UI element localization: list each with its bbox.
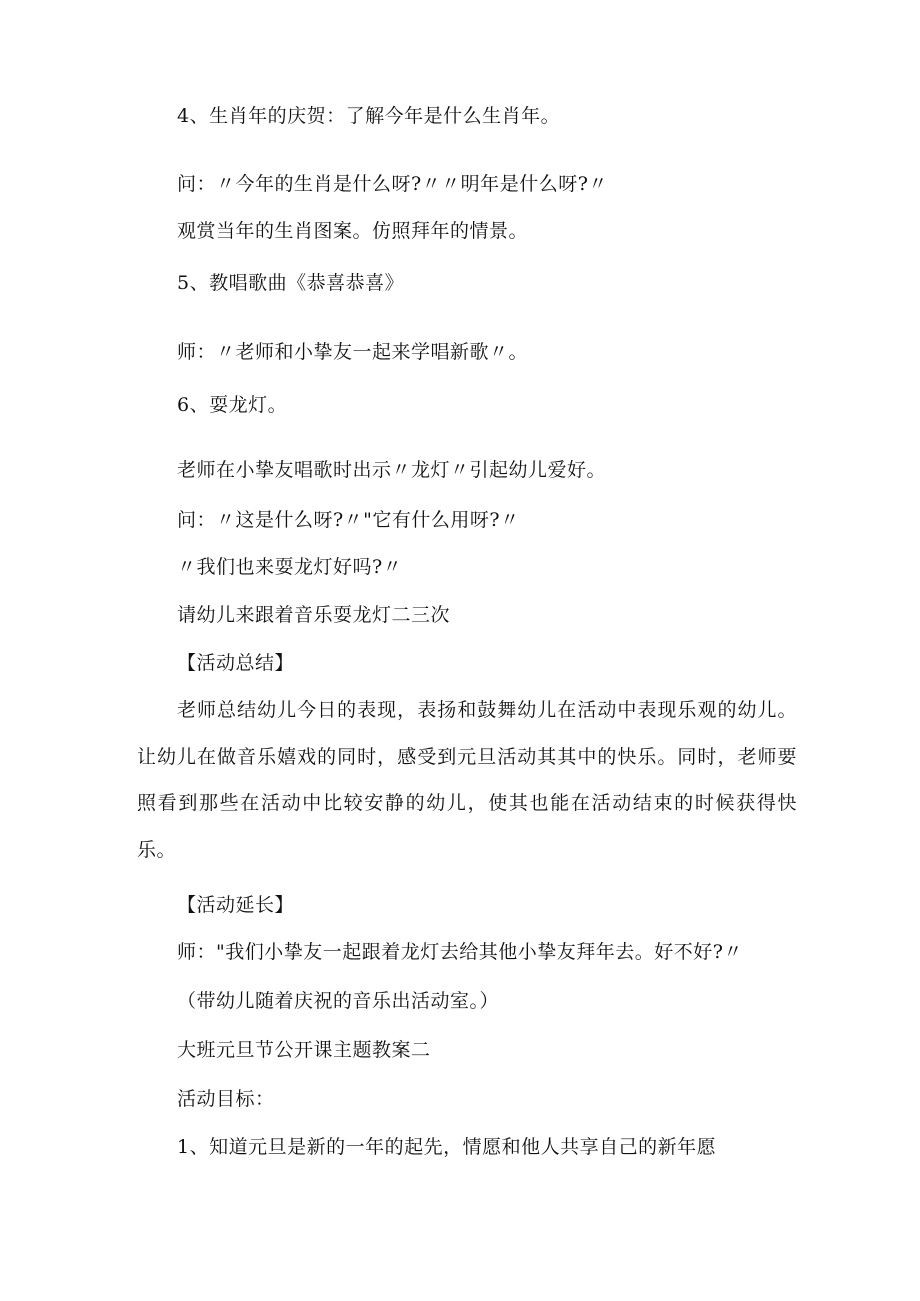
activity-goals-heading: 活动目标： bbox=[177, 1088, 275, 1110]
question-lantern: 问：〃这是什么呀?〃"它有什么用呀?〃 bbox=[177, 509, 520, 531]
step-6-heading: 6、耍龙灯。 bbox=[177, 394, 288, 416]
section-summary-heading: 【活动总结】 bbox=[177, 652, 295, 674]
lesson-plan-two-title: 大班元旦节公开课主题教案二 bbox=[177, 1039, 431, 1061]
goal-1: 1、知道元旦是新的一年的起先，情愿和他人共享自己的新年愿 bbox=[177, 1136, 717, 1158]
view-zodiac-pattern: 观赏当年的生肖图案。仿照拜年的情景。 bbox=[177, 220, 529, 242]
summary-paragraph: 老师总结幼儿今日的表现，表扬和鼓舞幼儿在活动中表现乐观的幼儿。让幼儿在做音乐嬉戏的同时，感受到元旦活动其其中的快乐。同时，老师要照看到那些在活动中比较安静的幼儿，使其也能在活动结束的时候获得快乐。 bbox=[137, 699, 797, 861]
dragon-lantern-intro: 老师在小挚友唱歌时出示〃龙灯〃引起幼儿爱好。 bbox=[177, 459, 607, 481]
section-extension-heading: 【活动延长】 bbox=[177, 894, 295, 916]
question-zodiac: 问：〃今年的生肖是什么呀?〃〃明年是什么呀?〃 bbox=[177, 173, 608, 195]
lead-out-note: （带幼儿随着庆祝的音乐出活动室。） bbox=[177, 990, 500, 1012]
question-dance: 〃我们也来耍龙灯好吗?〃 bbox=[177, 556, 403, 578]
teacher-new-year-visit: 师："我们小挚友一起跟着龙灯去给其他小挚友拜年去。好不好?〃 bbox=[177, 941, 743, 963]
step-4-heading: 4、生肖年的庆贺：了解今年是什么生肖年。 bbox=[177, 105, 561, 127]
step-5-heading: 5、教唱歌曲《恭喜恭喜》 bbox=[177, 272, 405, 294]
dance-instruction: 请幼儿来跟着音乐耍龙灯二三次 bbox=[177, 604, 451, 626]
teacher-sing-line: 师：〃老师和小挚友一起来学唱新歌〃。 bbox=[177, 341, 529, 363]
